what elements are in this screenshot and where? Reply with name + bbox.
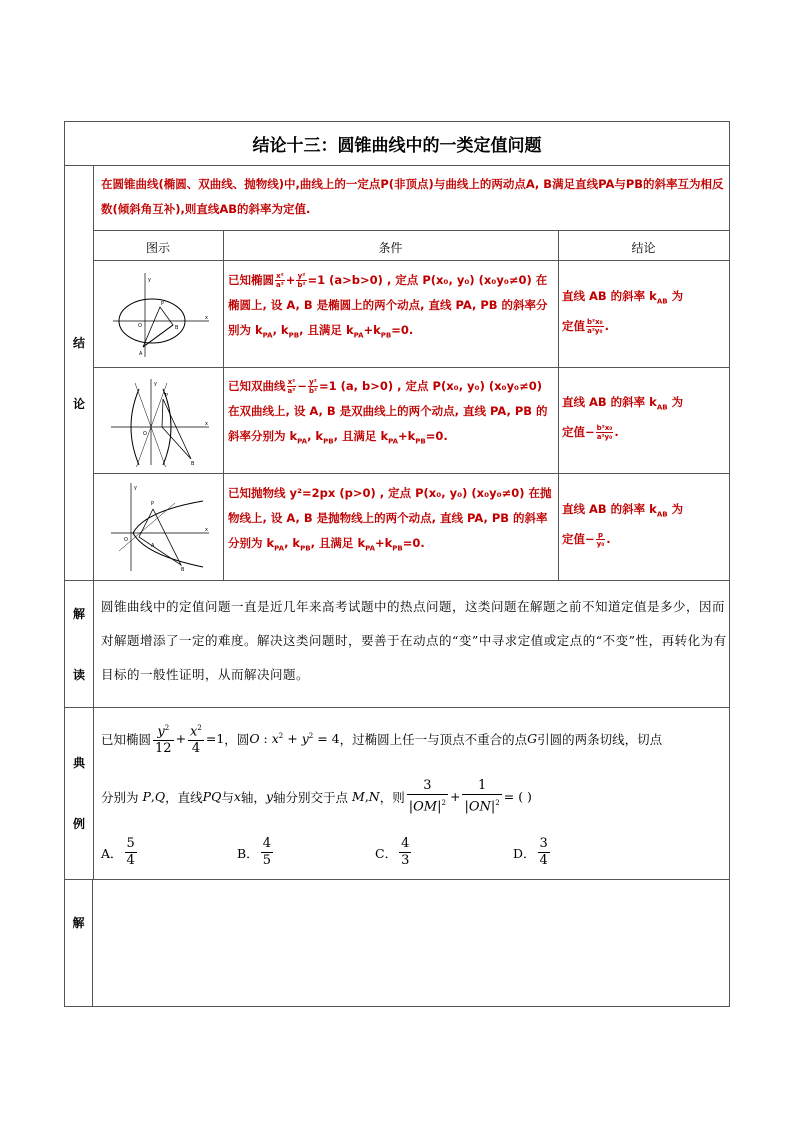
fraction: $\frac{\text{x²}}{\text{a²}}$ <box>276 272 284 289</box>
header-condition: 条件 <box>378 240 403 255</box>
interpretation-text: 圆锥曲线中的定值问题一直是近几年来高考试题中的热点问题，这类问题在解题之前不知道定值是多少，因而对解题增添了一定的难度。解决这类问题时，要善于在动点的“变”中寻求定值或定点的“不变”性，再转化为有目标的一般性证明，从而解决问题。 <box>101 599 727 682</box>
fraction: $\frac{\text{y²}}{\text{b²}}$ <box>297 272 306 289</box>
option-d[interactable]: D． $\frac{3}{4}$ <box>513 836 548 868</box>
result-hyperbola: 直线 AB 的斜率 $k_{AB}$ 为 定值− $\frac{\text{b²x₀}}{\text{a²y₀}}$ . <box>562 395 684 442</box>
side-label-conclusion: 结 论 <box>65 166 94 580</box>
result-parabola: 直线 AB 的斜率 $k_{AB}$ 为 定值− $\frac{p}{\text{y₀}}$ . <box>562 502 684 549</box>
fraction: $\frac{4}{3}$ <box>401 836 410 868</box>
axis-label: y <box>154 381 157 387</box>
option-a[interactable]: A． $\frac{5}{4}$ <box>101 836 135 868</box>
fraction: $\frac{5}{4}$ <box>126 836 135 868</box>
axis-label: y <box>134 485 137 491</box>
fraction: $\frac{4}{5}$ <box>262 836 271 868</box>
fraction: $\frac{p}{\text{y₀}}$ <box>596 531 605 549</box>
condition-ellipse: 已知椭圆 $\frac{\text{x²}}{\text{a²}}$ + $\frac{\text{y²}}{\text{b²}}$ =1 (a>b>0) , 定点 P(x₀, y₀) (x₀y₀≠0) 在椭圆上, 设 A, B 是椭圆上的两个动点, 直线 PA, PB 的斜率分别为 $k_{PA}$, $k_{PB}$, 且满足 $k_{PA}+k_{PB}=0$. <box>228 272 548 340</box>
option-c[interactable]: C． $\frac{4}{3}$ <box>375 836 410 868</box>
point-label: A <box>151 543 155 549</box>
header-result: 结论 <box>631 240 656 255</box>
divider <box>93 260 729 261</box>
result-ellipse: 直线 AB 的斜率 $k_{AB}$ 为 定值 $\frac{\text{b²x₀}}{\text{a²y₀}}$ . <box>562 289 684 336</box>
axis-label: y <box>148 277 151 283</box>
point-label: P <box>151 501 155 507</box>
divider <box>93 473 729 474</box>
side-label-interpretation: 解 读 <box>65 580 94 707</box>
fraction: $\frac{3}{4}$ <box>539 836 548 868</box>
point-label: P <box>161 301 165 307</box>
condition-parabola: 已知抛物线 y²=2px (p>0) , 定点 P(x₀, y₀) (x₀y₀≠0) 在抛物线上, 设 A, B 是抛物线上的两个动点, 直线 PA, PB 的斜率分别为 $k_{PA}$, $k_{PB}$, 且满足 $k_{PA}+k_{PB}=0$. <box>228 486 552 553</box>
divider <box>65 580 729 581</box>
example-line-2: 分别为 P , Q ，直线 PQ 与 x 轴， y 轴分别交于点 M , N ，则 $\frac{3}{|OM|^2}$ + $\frac{1}{|ON|^2}$ = ( ) <box>101 778 532 815</box>
point-label: B <box>181 567 185 573</box>
axis-label: x <box>205 527 208 533</box>
divider <box>93 230 729 231</box>
side-label-solution: 解 <box>65 879 93 1006</box>
example-line-1: 已知椭圆 $\frac{y^2}{12}$ + $\frac{x^2}{4}$ =1 ，圆 O : $x^2 + y^2 = 4$ ，过椭圆上任一与顶点不重合的点 G 引圆的两条切线，切点 <box>101 720 727 757</box>
point-label: O <box>143 431 147 437</box>
point-label: B <box>191 461 195 467</box>
fraction: $\frac{y^2}{12}$ <box>153 720 174 757</box>
document-table <box>64 121 730 1007</box>
point-label: O <box>124 537 128 543</box>
condition-hyperbola: 已知双曲线 $\frac{\text{x²}}{\text{a²}}$ − $\frac{\text{y²}}{\text{b²}}$ =1 (a, b>0) , 定点 P(x₀, y₀) (x₀y₀≠0) 在双曲线上, 设 A, B 是双曲线上的两个动点, 直线 PA, PB 的斜率分别为 $k_{PA}$, $k_{PB}$, 且满足 $k_{PA}+k_{PB}=0$. <box>228 378 548 446</box>
side-label-example: 典 例 <box>65 707 94 879</box>
conclusion-statement: 在圆锥曲线(椭圆、双曲线、抛物线)中,曲线上的一定点P(非顶点)与曲线上的两动点A, B满足直线PA与PB的斜率互为相反数(倾斜角互补),则直线AB的斜率为定值. <box>101 177 724 216</box>
point-label: P <box>165 393 169 399</box>
point-label: B <box>175 325 179 331</box>
divider <box>223 230 224 580</box>
axis-label: x <box>205 421 208 427</box>
divider <box>558 230 559 580</box>
page-title: 结论十三：圆锥曲线中的一类定值问题 <box>65 122 729 166</box>
parabola-figure <box>105 481 215 573</box>
hyperbola-figure <box>105 375 215 467</box>
fraction: $\frac{x^2}{4}$ <box>188 720 204 757</box>
fraction: $\frac{\text{b²x₀}}{\text{a²y₀}}$ <box>587 318 603 336</box>
fraction: $\frac{1}{|ON|^2}$ <box>464 778 500 815</box>
fraction: $\frac{\text{b²x₀}}{\text{a²y₀}}$ <box>596 424 613 442</box>
fraction: $\frac{\text{x²}}{\text{a²}}$ <box>287 378 296 395</box>
divider <box>65 879 729 880</box>
divider <box>93 367 729 368</box>
point-label: O <box>138 323 142 329</box>
header-figure: 图示 <box>145 240 170 255</box>
fraction: $\frac{3}{|OM|^2}$ <box>408 778 446 815</box>
point-label: A <box>139 351 143 357</box>
fraction: $\frac{\text{y²}}{\text{b²}}$ <box>308 378 318 395</box>
option-b[interactable]: B． $\frac{4}{5}$ <box>237 836 271 868</box>
axis-label: x <box>205 315 208 321</box>
ellipse-figure <box>105 269 215 361</box>
divider <box>65 707 729 708</box>
